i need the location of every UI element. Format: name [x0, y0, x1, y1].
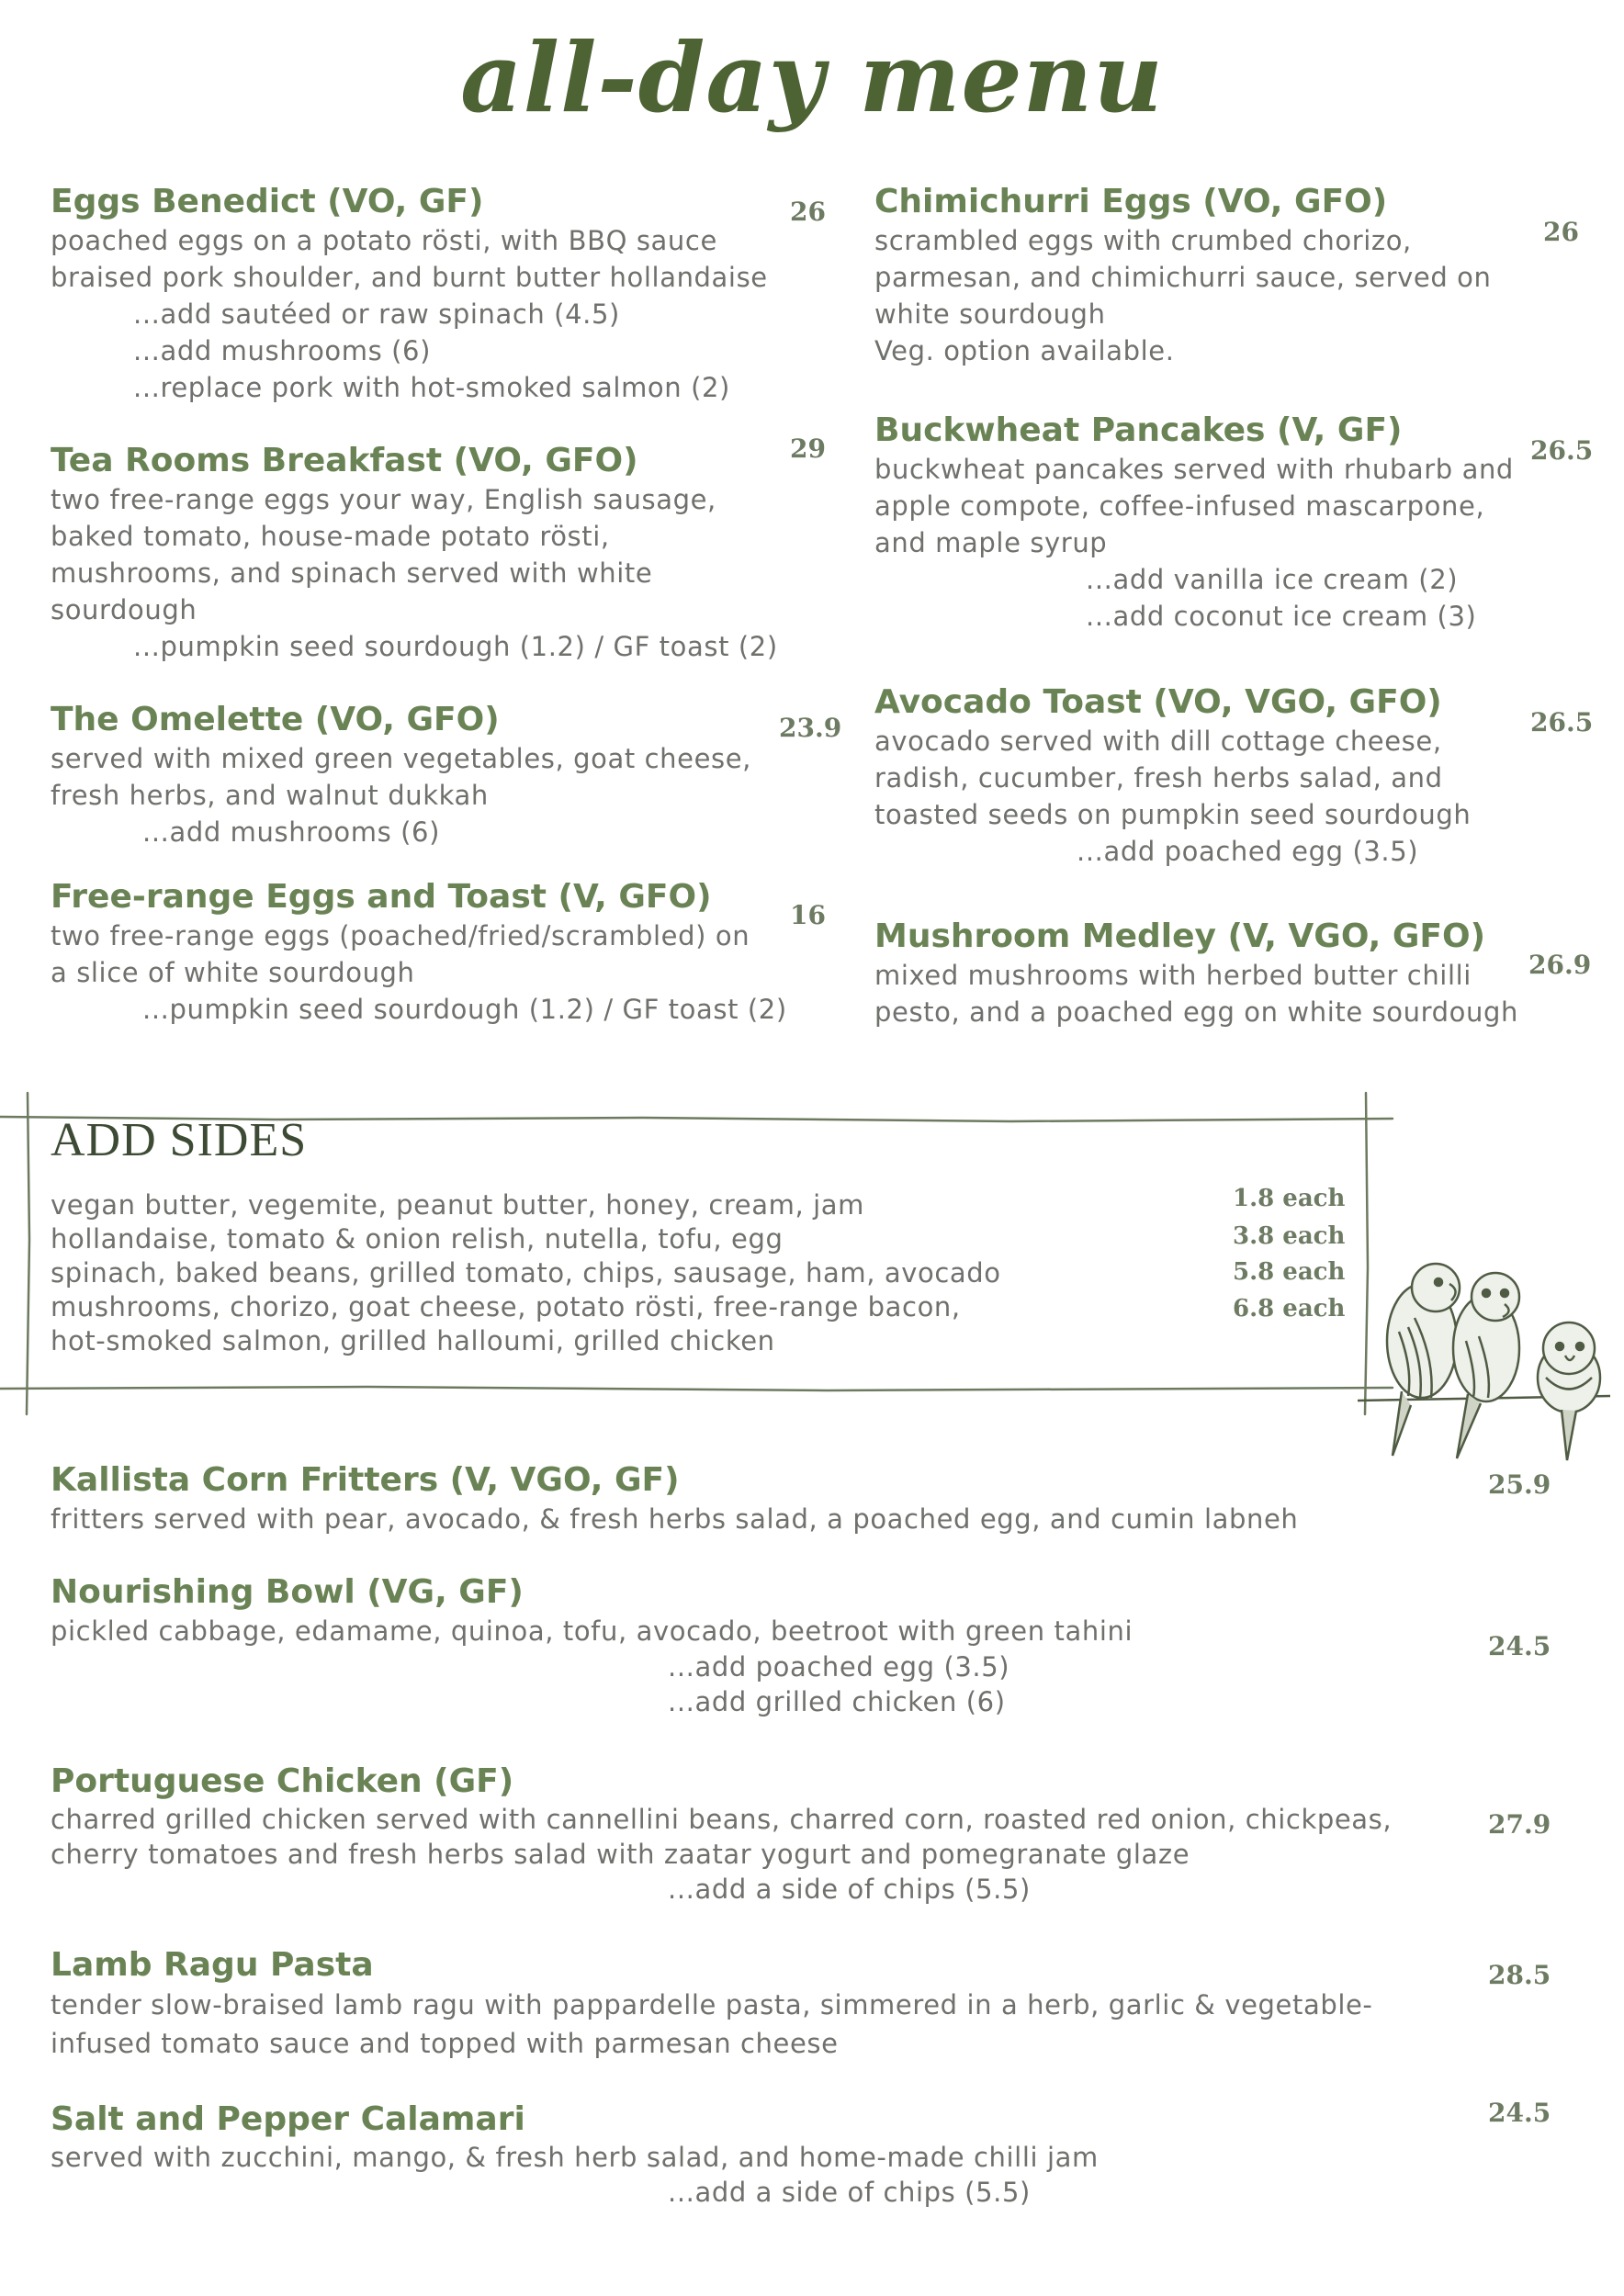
sides-row: mushrooms, chorizo, goat cheese, potato rösti, free-range bacon, [51, 1291, 961, 1322]
item-price: 26.5 [1530, 707, 1594, 737]
item-description: infused tomato sauce and topped with parmesan cheese [51, 2028, 839, 2059]
item-description: poached eggs on a potato rösti, with BBQ sauce [51, 225, 717, 256]
item-extra: ...add vanilla ice cream (2) [1086, 564, 1459, 595]
item-description: toasted seeds on pumpkin seed sourdough [874, 799, 1472, 830]
item-name: Lamb Ragu Pasta [51, 1946, 374, 1984]
menu-title: all-day menu [460, 21, 1164, 134]
item-price: 27.9 [1488, 1809, 1551, 1840]
sides-price: 1.8 each [1233, 1185, 1346, 1212]
sides-title: ADD SIDES [51, 1114, 308, 1166]
item-description: radish, cucumber, fresh herbs salad, and [874, 762, 1443, 793]
menu-item-lamb-ragu-pasta [51, 1945, 1373, 2063]
item-name: Buckwheat Pancakes (V, GF) [874, 411, 1403, 449]
item-description: served with mixed green vegetables, goat cheese, [51, 743, 752, 774]
item-name: Nourishing Bowl (VG, GF) [51, 1573, 524, 1611]
item-description: charred grilled chicken served with cannellini beans, charred corn, roasted red onion, chickpeas, [51, 1804, 1393, 1835]
item-name: Chimichurri Eggs (VO, GFO) [874, 183, 1388, 220]
item-price: 26.9 [1528, 950, 1592, 980]
item-price: 26 [790, 197, 826, 227]
sides-row: hot-smoked salmon, grilled halloumi, grilled chicken [51, 1325, 775, 1356]
item-extra: ...replace pork with hot-smoked salmon (2) [133, 372, 730, 403]
item-extra: ...add grilled chicken (6) [668, 1686, 1006, 1717]
item-extra: ...add mushrooms (6) [142, 816, 441, 848]
menu-item-nourishing-bowl [51, 1572, 1133, 1719]
item-name: Salt and Pepper Calamari [51, 2100, 525, 2138]
item-extra: ...add a side of chips (5.5) [668, 2177, 1031, 2208]
item-extra: ...add poached egg (3.5) [668, 1651, 1010, 1683]
item-name: Mushroom Medley (V, VGO, GFO) [874, 917, 1486, 955]
item-description: braised pork shoulder, and burnt butter hollandaise [51, 262, 768, 293]
item-extra: ...add poached egg (3.5) [1077, 836, 1419, 867]
item-description: baked tomato, house-made potato rösti, [51, 521, 610, 552]
item-name: Avocado Toast (VO, VGO, GFO) [874, 683, 1442, 721]
item-name: The Omelette (VO, GFO) [51, 701, 500, 738]
item-description: parmesan, and chimichurri sauce, served on [874, 262, 1492, 293]
sides-row: hollandaise, tomato & onion relish, nutella, tofu, egg [51, 1223, 784, 1255]
item-description: mushrooms, and spinach served with white [51, 557, 653, 589]
item-description: pickled cabbage, edamame, quinoa, tofu, avocado, beetroot with green tahini [51, 1615, 1133, 1647]
sides-list [51, 1188, 1001, 1358]
item-description: two free-range eggs (poached/fried/scrambled) on [51, 920, 750, 951]
item-name: Kallista Corn Fritters (V, VGO, GF) [51, 1461, 680, 1499]
item-description: and maple syrup [874, 527, 1108, 558]
item-price: 28.5 [1488, 1960, 1551, 1990]
item-description: scrambled eggs with crumbed chorizo, [874, 225, 1412, 256]
item-description: fritters served with pear, avocado, & fresh herbs salad, a poached egg, and cumin labneh [51, 1503, 1299, 1535]
item-extra: ...add sautéed or raw spinach (4.5) [133, 298, 620, 330]
item-extra: ...add a side of chips (5.5) [668, 1874, 1031, 1905]
item-description: buckwheat pancakes served with rhubarb and [874, 454, 1514, 485]
menu-item-salt-and-pepper-calamari [51, 2099, 1099, 2210]
item-price: 29 [790, 433, 826, 464]
item-extra: ...pumpkin seed sourdough (1.2) / GF toast (2) [142, 994, 787, 1025]
item-name: Portuguese Chicken (GF) [51, 1762, 514, 1800]
item-price: 24.5 [1488, 2098, 1551, 2128]
item-description: tender slow-braised lamb ragu with pappardelle pasta, simmered in a herb, garlic & vegetable- [51, 1989, 1373, 2020]
item-price: 25.9 [1488, 1469, 1551, 1500]
menu-item-portuguese-chicken [51, 1761, 1392, 1907]
item-description: avocado served with dill cottage cheese, [874, 726, 1442, 757]
item-description: mixed mushrooms with herbed butter chilli [874, 960, 1472, 991]
sides-row: vegan butter, vegemite, peanut butter, honey, cream, jam [51, 1189, 864, 1221]
item-price: 26 [1543, 217, 1579, 247]
item-description: apple compote, coffee-infused mascarpone, [874, 490, 1485, 522]
item-name: Tea Rooms Breakfast (VO, GFO) [51, 442, 638, 479]
item-description: a slice of white sourdough [51, 957, 415, 988]
sides-price: 6.8 each [1233, 1295, 1346, 1322]
birds-illustration [1358, 1240, 1615, 1469]
sides-row: spinach, baked beans, grilled tomato, chips, sausage, ham, avocado [51, 1257, 1001, 1289]
item-price: 24.5 [1488, 1631, 1551, 1661]
sides-price: 3.8 each [1233, 1222, 1346, 1250]
item-extra: ...add coconut ice cream (3) [1086, 601, 1477, 632]
item-description: fresh herbs, and walnut dukkah [51, 780, 489, 811]
item-description: Veg. option available. [874, 335, 1175, 366]
item-price: 26.5 [1530, 435, 1594, 466]
item-name: Free-range Eggs and Toast (V, GFO) [51, 878, 712, 916]
item-name: Eggs Benedict (VO, GF) [51, 183, 484, 220]
sides-price: 5.8 each [1233, 1258, 1346, 1286]
item-description: served with zucchini, mango, & fresh herb salad, and home-made chilli jam [51, 2142, 1099, 2173]
item-extra: ...pumpkin seed sourdough (1.2) / GF toast (2) [133, 631, 778, 662]
item-price: 16 [790, 900, 826, 930]
item-description: white sourdough [874, 298, 1106, 330]
menu-item-kallista-corn-fritters [51, 1460, 1298, 1537]
item-description: cherry tomatoes and fresh herbs salad with zaatar yogurt and pomegranate glaze [51, 1839, 1190, 1870]
item-price: 23.9 [779, 713, 842, 743]
item-extra: ...add mushrooms (6) [133, 335, 432, 366]
item-description: sourdough [51, 594, 197, 625]
item-description: pesto, and a poached egg on white sourdough [874, 996, 1518, 1028]
item-description: two free-range eggs your way, English sausage, [51, 484, 716, 515]
